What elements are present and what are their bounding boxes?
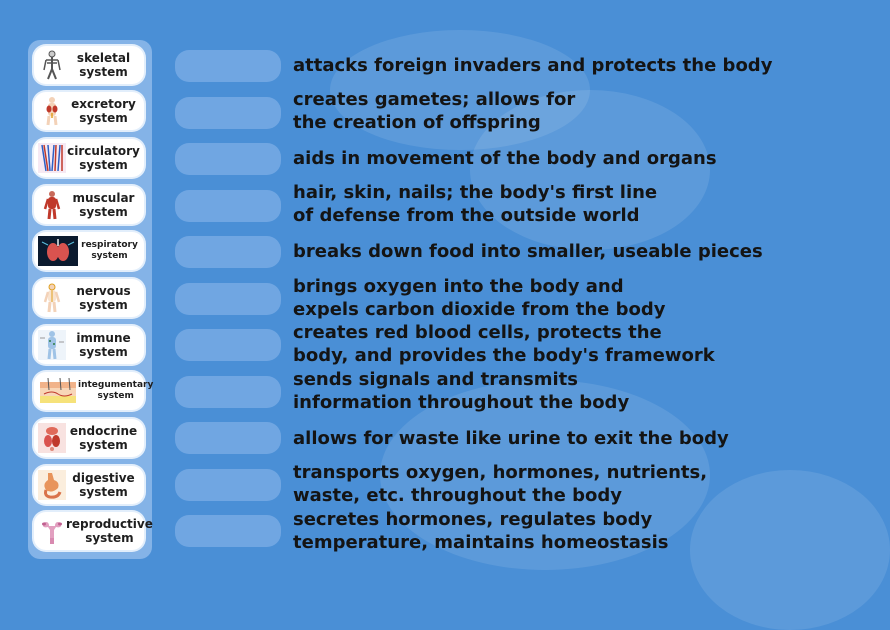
card-integumentary-system[interactable] (34, 372, 154, 410)
card-label: immune system (76, 331, 131, 359)
drop-slot[interactable] (175, 143, 281, 175)
drop-slot[interactable] (175, 469, 281, 501)
card-immune-system[interactable] (34, 326, 144, 364)
skeleton-icon (38, 50, 66, 80)
card-reproductive-system[interactable] (34, 512, 153, 550)
card-label: skeletal system (76, 51, 131, 79)
definition-text: attacks foreign invaders and protects the body (293, 55, 773, 76)
card-label: nervous system (76, 284, 131, 312)
drop-slot[interactable] (175, 283, 281, 315)
term-cards-panel (28, 40, 152, 559)
card-excretory-system[interactable] (34, 92, 144, 130)
definition-text: allows for waste like urine to exit the body (293, 428, 729, 449)
card-label: digestive system (72, 471, 135, 499)
kidney-icon (38, 96, 66, 126)
stomach-icon (38, 470, 66, 500)
drop-slot[interactable] (175, 50, 281, 82)
card-label: circulatory system (67, 144, 140, 172)
card-respiratory-system[interactable] (34, 232, 144, 270)
definition-text: secretes hormones, regulates body temperature, maintains homeostasis (293, 509, 669, 553)
endocrine-glands-icon (38, 423, 66, 453)
lungs-icon (38, 236, 78, 266)
definition-text: sends signals and transmits information throughout the body (293, 369, 630, 413)
immune-figure-icon (38, 330, 66, 360)
card-label: respiratory system (81, 240, 138, 261)
card-digestive-system[interactable] (34, 466, 144, 504)
card-endocrine-system[interactable] (34, 419, 144, 457)
drop-slot[interactable] (175, 376, 281, 408)
definition-text: brings oxygen into the body and expels carbon dioxide from the body (293, 276, 666, 320)
drop-slot[interactable] (175, 97, 281, 129)
drop-slot[interactable] (175, 329, 281, 361)
definition-text: creates red blood cells, protects the body, and provides the body's framework (293, 322, 715, 366)
reproductive-organs-icon (38, 516, 66, 546)
drop-slot[interactable] (175, 190, 281, 222)
drop-slot[interactable] (175, 422, 281, 454)
card-skeletal-system[interactable] (34, 46, 144, 84)
definition-text: hair, skin, nails; the body's first line of defense from the outside world (293, 182, 658, 226)
card-circulatory-system[interactable] (34, 139, 144, 177)
definition-text: creates gametes; allows for the creation of offspring (293, 89, 576, 133)
card-label: muscular system (72, 191, 135, 219)
card-muscular-system[interactable] (34, 186, 144, 224)
blood-vessels-icon (38, 143, 66, 173)
card-label: integumentary system (78, 380, 154, 401)
definition-text: aids in movement of the body and organs (293, 148, 717, 169)
card-label: reproductive system (66, 517, 153, 545)
drop-slot[interactable] (175, 515, 281, 547)
muscle-figure-icon (38, 190, 66, 220)
card-label: endocrine system (69, 424, 138, 452)
card-nervous-system[interactable] (34, 279, 144, 317)
nerves-figure-icon (38, 283, 66, 313)
skin-layers-icon (38, 376, 78, 406)
drop-slot[interactable] (175, 236, 281, 268)
definition-text: transports oxygen, hormones, nutrients, waste, etc. throughout the body (293, 462, 708, 506)
card-label: excretory system (71, 97, 136, 125)
definition-text: breaks down food into smaller, useable pieces (293, 241, 763, 262)
